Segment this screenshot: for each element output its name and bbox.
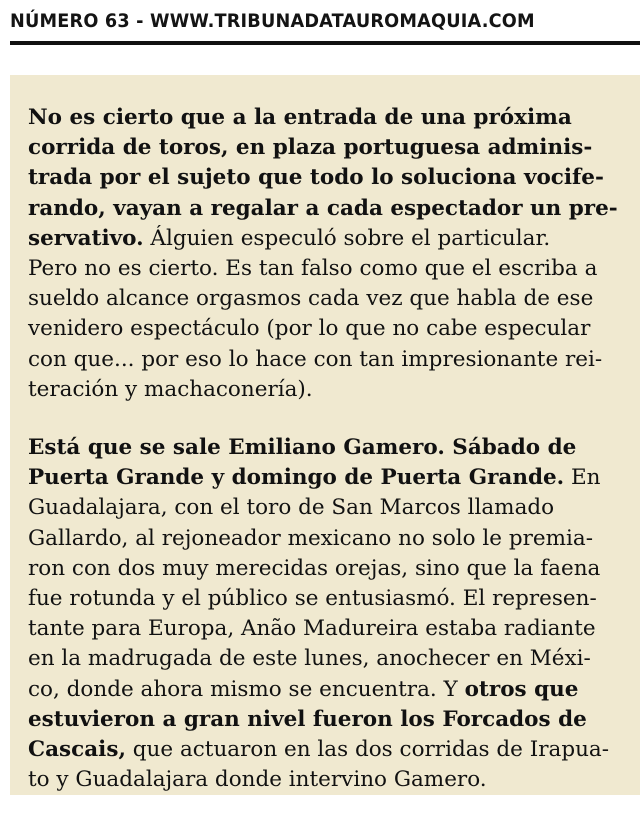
text-line: tante para Europa, Anão Madureira estaba radiante — [28, 616, 596, 642]
text-line: trada por el sujeto que todo lo soluciona vocife- — [28, 165, 604, 191]
header-issue-url: NÚMERO 63 - WWW.TRIBUNADATAUROMAQUIA.COM — [10, 10, 535, 32]
text-line: venidero espectáculo (por lo que no cabe especular — [28, 316, 591, 342]
page-header — [10, 8, 630, 38]
article-box — [10, 75, 640, 795]
text-line: estuvieron a gran nivel fueron los Forcados de — [28, 706, 587, 732]
text-line-mixed: Cascais, que actuaron en las dos corridas de Irapua- — [28, 737, 610, 763]
text-line: No es cierto que a la entrada de una próxima — [28, 105, 572, 130]
text-line: to y Guadalajara donde intervino Gamero. — [28, 767, 487, 793]
lead-fragment: servativo. — [28, 225, 144, 251]
header-rule — [10, 41, 640, 45]
bold-fragment: otros que — [464, 676, 579, 702]
text-line: Gallardo, al rejoneador mexicano no solo le premia- — [28, 525, 593, 551]
paragraph-2 — [28, 433, 626, 795]
text-line: corrida de toros, en plaza portuguesa adminis- — [28, 135, 593, 161]
text-line: rando, vayan a regalar a cada espectador un pre- — [28, 195, 618, 221]
text-line: sueldo alcance orgasmos cada vez que habla de ese — [28, 286, 594, 312]
article-content — [28, 103, 626, 823]
paragraph-1 — [28, 103, 626, 405]
text-line: Pero no es cierto. Es tan falso como que el escriba a — [28, 256, 598, 282]
text-line: fue rotunda y el público se entusiasmó. El represen- — [28, 586, 597, 612]
text-line: teración y machaconería). — [28, 376, 313, 402]
text-line-mixed: co, donde ahora mismo se encuentra. Y otros que — [28, 676, 579, 702]
bold-fragment: Cascais, — [28, 737, 126, 763]
text-line-mixed: servativo. Álguien especuló sobre el particular. — [28, 225, 551, 251]
text-line: con que... por eso lo hace con tan impresionante rei- — [28, 346, 603, 372]
lead-fragment: Puerta Grande y domingo de Puerta Grande. — [28, 465, 565, 491]
text-line: Guadalajara, con el toro de San Marcos llamado — [28, 495, 555, 521]
text-line: en la madrugada de este lunes, anochecer en Méxi- — [28, 646, 591, 672]
text-line: ron con dos muy merecidas orejas, sino que la faena — [28, 555, 601, 581]
text-line: Está que se sale Emiliano Gamero. Sábado de — [28, 435, 577, 461]
text-line-mixed: Puerta Grande y domingo de Puerta Grande. En — [28, 465, 601, 491]
